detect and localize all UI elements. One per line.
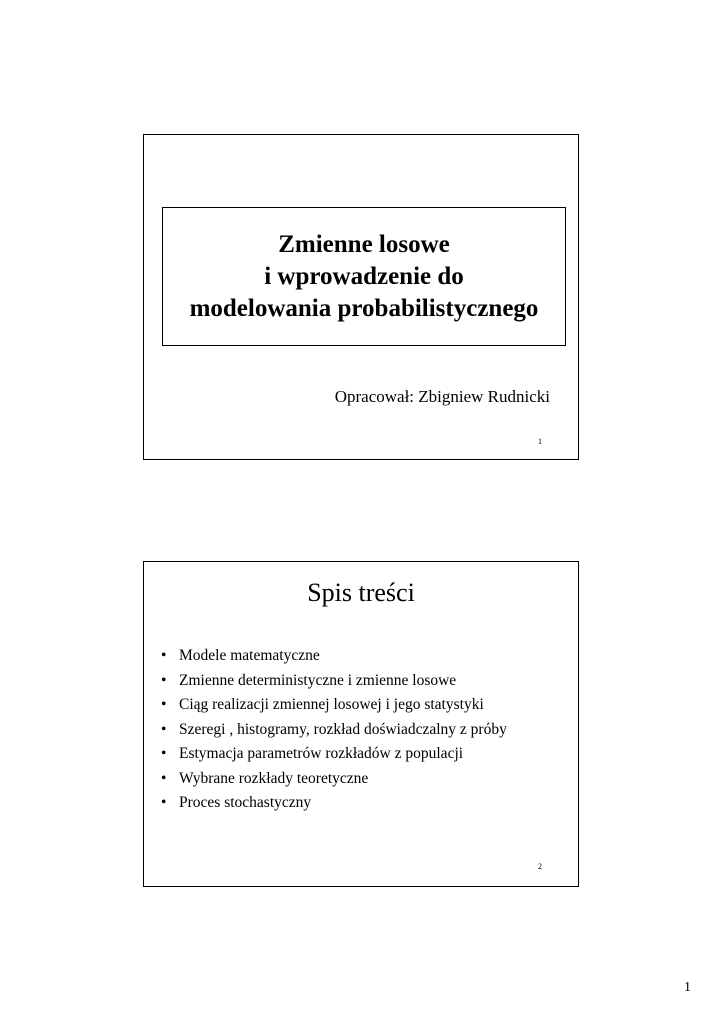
title-line: i wprowadzenie do xyxy=(264,262,464,290)
title-line: modelowania probabilistycznego xyxy=(189,294,539,322)
slide-1 xyxy=(143,134,579,460)
author-credit: Opracował: Zbigniew Rudnicki xyxy=(334,387,550,406)
toc-list xyxy=(160,644,507,816)
list-item: • Wybrane rozkłady teoretyczne xyxy=(160,767,507,792)
slide-2 xyxy=(143,561,579,887)
list-item: • Zmienne deterministyczne i zmienne losowe xyxy=(160,669,507,694)
page-number: 1 xyxy=(684,980,691,995)
title-line: Zmienne losowe xyxy=(278,230,450,258)
list-item: • Modele matematyczne xyxy=(160,644,507,669)
list-item: • Proces stochastyczny xyxy=(160,791,507,816)
list-item: • Szeregi , histogramy, rozkład doświadczalny z próby xyxy=(160,718,507,743)
slide-number: 2 xyxy=(538,862,542,871)
title-box xyxy=(162,207,566,346)
list-item: • Ciąg realizacji zmiennej losowej i jego statystyki xyxy=(160,693,507,718)
slide-number: 1 xyxy=(538,437,542,446)
toc-title: Spis treści xyxy=(307,578,415,607)
list-item: • Estymacja parametrów rozkładów z populacji xyxy=(160,742,507,767)
